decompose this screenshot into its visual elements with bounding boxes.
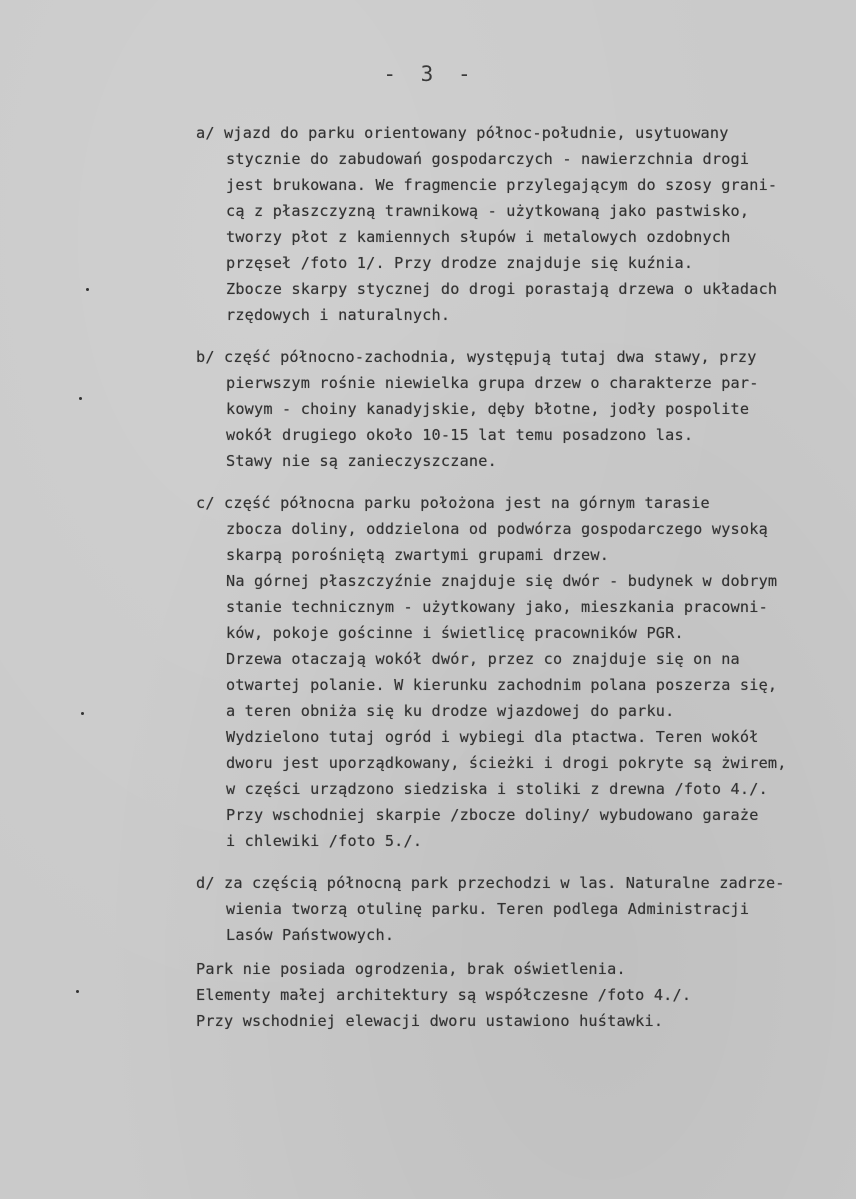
page-number: - 3 - bbox=[383, 62, 477, 86]
paragraph-line: dworu jest uporządkowany, ścieżki i drogi pokryte są żwirem, bbox=[226, 754, 787, 772]
paragraph-line: Wydzielono tutaj ogród i wybiegi dla ptactwa. Teren wokół bbox=[226, 728, 759, 746]
paragraph-line: otwartej polanie. W kierunku zachodnim polana poszerza się, bbox=[226, 676, 778, 694]
paragraph-line: Drzewa otaczają wokół dwór, przez co znajduje się on na bbox=[226, 650, 740, 668]
paragraph-line: b/ część północno-zachodnia, występują tutaj dwa stawy, przy bbox=[196, 348, 757, 366]
paragraph-line: stycznie do zabudowań gospodarczych - nawierzchnia drogi bbox=[226, 150, 750, 168]
paragraph-line: kowym - choiny kanadyjskie, dęby błotne, jodły pospolite bbox=[226, 400, 750, 418]
paragraph-line: zbocza doliny, oddzielona od podwórza gospodarczego wysoką bbox=[226, 520, 768, 538]
paragraph-line: rzędowych i naturalnych. bbox=[226, 306, 451, 324]
paragraph-line: wienia tworzą otulinę parku. Teren podlega Administracji bbox=[226, 900, 750, 918]
paragraph-line: cą z płaszczyzną trawnikową - użytkowaną jako pastwisko, bbox=[226, 202, 750, 220]
paragraph-line: skarpą porośniętą zwartymi grupami drzew. bbox=[226, 546, 610, 564]
margin-mark bbox=[81, 712, 84, 715]
paragraph-line: Przy wschodniej elewacji dworu ustawiono huśtawki. bbox=[196, 1012, 664, 1030]
paragraph-line: Elementy małej architektury są współczesne /foto 4./. bbox=[196, 986, 692, 1004]
paragraph-line: i chlewiki /foto 5./. bbox=[226, 832, 423, 850]
paragraph-line: jest brukowana. We fragmencie przylegającym do szosy grani- bbox=[226, 176, 778, 194]
paragraph-line: ków, pokoje gościnne i świetlicę pracowników PGR. bbox=[226, 624, 684, 642]
paragraph-line: c/ część północna parku położona jest na górnym tarasie bbox=[196, 494, 710, 512]
paragraph-line: a/ wjazd do parku orientowany północ-południe, usytuowany bbox=[196, 124, 729, 142]
paragraph-line: Stawy nie są zanieczyszczane. bbox=[226, 452, 497, 470]
paragraph-line: a teren obniża się ku drodze wjazdowej do parku. bbox=[226, 702, 675, 720]
paragraph-line: Lasów Państwowych. bbox=[226, 926, 395, 944]
margin-mark bbox=[76, 990, 79, 993]
paragraph-line: pierwszym rośnie niewielka grupa drzew o charakterze par- bbox=[226, 374, 759, 392]
margin-mark bbox=[79, 397, 82, 400]
paragraph-line: przęseł /foto 1/. Przy drodze znajduje się kuźnia. bbox=[226, 254, 694, 272]
paragraph-line: Park nie posiada ogrodzenia, brak oświetlenia. bbox=[196, 960, 626, 978]
paragraph-line: Przy wschodniej skarpie /zbocze doliny/ wybudowano garaże bbox=[226, 806, 759, 824]
paragraph-line: Zbocze skarpy stycznej do drogi porastają drzewa o układach bbox=[226, 280, 778, 298]
paragraph-line: stanie technicznym - użytkowany jako, mieszkania pracowni- bbox=[226, 598, 768, 616]
paragraph-line: d/ za częścią północną park przechodzi w las. Naturalne zadrze- bbox=[196, 874, 785, 892]
paragraph-line: wokół drugiego około 10-15 lat temu posadzono las. bbox=[226, 426, 694, 444]
paragraph-line: w części urządzono siedziska i stoliki z drewna /foto 4./. bbox=[226, 780, 768, 798]
paragraph-line: tworzy płot z kamiennych słupów i metalowych ozdobnych bbox=[226, 228, 731, 246]
margin-mark bbox=[86, 288, 89, 291]
paragraph-line: Na górnej płaszczyźnie znajduje się dwór - budynek w dobrym bbox=[226, 572, 778, 590]
